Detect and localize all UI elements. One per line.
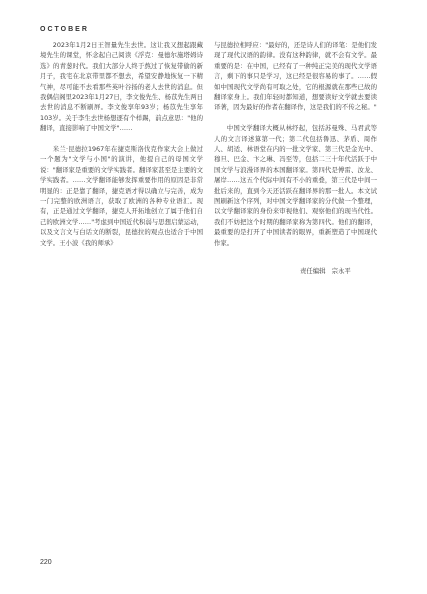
paragraph: 米兰·昆德拉1967年在捷克斯洛伐克作家大会上做过一个题为"文学与小国"的演讲，他提自己的母国文学说："翻译家是重要的文学实践者。翻译家甚至是主要的文学实践者。……文学翻译能够发挥重要作用的原因是非常明显的：正是靠了翻译，捷克语才得以确立与完善，成为一门完整的欧洲语言，获取了欧洲的各种专业语汇。现有，正是通过文学翻译，捷克人开拓地创立了属于他们自己的欧洲文学……"考虑到中国近代积弱与思想启蒙运动，以及文言文与白话文的断裂，昆德拉的观点也适合于中国文学。王小波《我的师承》 xyxy=(40,145,203,247)
editor-credit xyxy=(300,266,351,275)
credit-label: 责任编辑 xyxy=(300,267,326,275)
section-header: OCTOBER xyxy=(40,26,89,33)
paragraph: 中国文学翻译大概从林纾起，包括苏曼殊、马君武等人的文言译述算第一代；第二代包括鲁迅、茅盾、周作人、胡适、林语堂在内的一批文学家、第三代是金光中、穆旦、巴金、卞之琳、冯至等，包括二三十年代活跃于中国文学与浪漫译界的本国翻译家。第四代是傅雷、汝龙、屠岸……这五个代际中间有不小的重叠，第三代是中间一批后来的，直到今天还活跃在翻译界的那一批人。本文试图刷新这个序列，对中国文学翻译家的分代做一个整理，以文学翻译家的身份来审视他们、观察他们的现当代性。我们不妨把这个时期的翻译家称为第四代。他们的翻译，最重要的是打开了中国读者的眼界，重新塑造了中国现代作家。 xyxy=(214,124,377,247)
paragraph-gap xyxy=(214,113,377,123)
paragraph: 与昆德拉相呼应："最好的，还是诗人们的译笔：是他们发现了现代汉语的韵律。没有这种韵律，就不会有文学。最重要的是：在中国，已经有了一种纯正完美的现代文学语言，剩下的事只是学习，这已经是很容易的事了。……假如中国现代文学尚有可取之处，它的根源就在那些已故的翻译家身上。我们年轻时都知道，想要读好文学就去要读译著，因为最好的作者在翻译作，这是我们的不传之秘。" xyxy=(214,41,377,112)
paragraph-gap xyxy=(40,134,203,144)
page-number: 220 xyxy=(40,559,52,566)
right-column xyxy=(214,40,377,248)
paragraph: 2023年1月2日王智量先生去世。这让我又想起跟藏境先生的课堂，怀念起自己阅读《浮克：曼德尔施塔姆诗选》的青葱时代。我们大部分人终于熬过了恢复带偷的新月子，我宅在北京带里都不想去，希望安静地恢复一下精气神，尽可能不去看那些英叶谷扬的老人去世的消息。但我偶信阁里2023年1月27日，李文俊先生、杨苡先生两日去世的消息不断刷屏。李文俊享年93岁；杨苡先生享年103岁。关于李生去世杨想逐有个样踢，前点意思："他的翻译，直接影响了中国文学"…… xyxy=(40,41,203,133)
left-column xyxy=(40,40,203,248)
credit-name: 宗永平 xyxy=(331,267,351,275)
